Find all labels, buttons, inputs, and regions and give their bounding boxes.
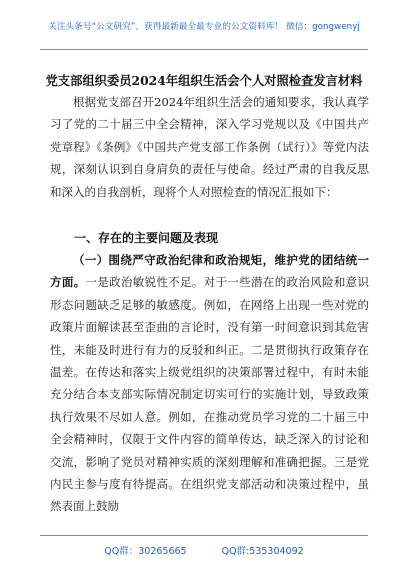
footer-qq-group-2: QQ群:535304092 <box>221 546 304 557</box>
intro-paragraph: 根据党支部召开2024年组织生活会的通知要求，我认真学习了党的二十届三中全会精神，深入学习党规以及《中国共产党章程》《条例》《中国共产党支部工作条例（试行）》等党内法规，深刻认识到自身肩负的责任与使命。经过严肃的自我反思和深入的自我剖析，现将个人对照检查的情况汇报如下： <box>50 95 369 199</box>
intro-block <box>50 91 369 203</box>
header-divider <box>40 49 368 50</box>
subsection-text: 一是政治敏锐性不足。对于一些潜在的政治风险和意识形态问题缺乏足够的敏感度。例如，在网络上出现一些对党的政策片面解读甚至歪曲的言论时，没有第一时间意识到其危害性，未能及时进行有力的反驳和纠正。二是贯彻执行政策存在温差。在传达和落实上级党组织的决策部署过程中，有时未能充分结合本支部实际情况制定切实可行的实施计划，导致政策执行效果不尽如人意。例如，在推动党员学习党的二十届三中全会精神时，仅限于文件内容的简单传达，缺乏深入的讨论和交流，影响了党员对精神实质的深刻理解和准确把握。三是党内民主参与度有待提高。在组织党支部活动和决策过程中，虽然表面上鼓励 <box>50 275 370 514</box>
section-heading: 一、存在的主要问题及表现 <box>74 231 219 245</box>
footer <box>0 543 408 557</box>
subsection-heading: （一）围绕严守政治纪律和政治规矩，维护党的团结统一方面。 <box>50 253 369 290</box>
document-title: 党支部组织委员2024年组织生活会个人对照检查发言材料 <box>45 73 363 88</box>
footer-qq-group-1: QQ群：30265665 <box>104 546 187 557</box>
footer-divider <box>40 535 368 536</box>
subsection-paragraph <box>50 249 369 518</box>
promo-header: 关注头条号“公文研究”，获得最新最全最专业的公文资料库！ 微信：gongwenyj <box>48 22 360 32</box>
subsection-block <box>50 249 369 518</box>
